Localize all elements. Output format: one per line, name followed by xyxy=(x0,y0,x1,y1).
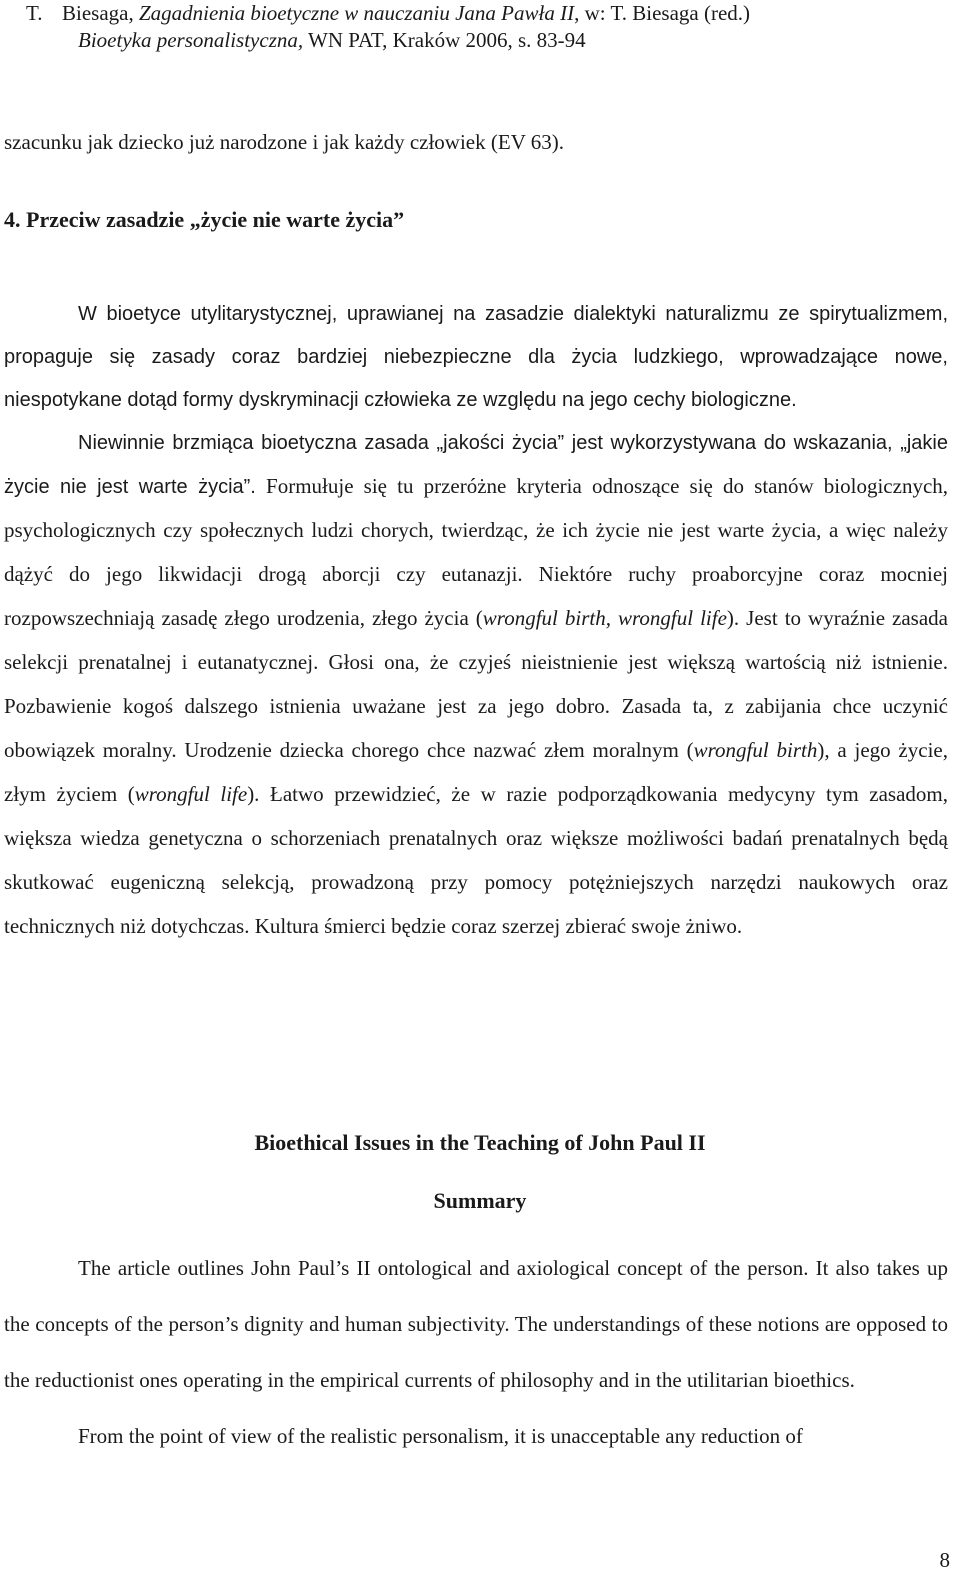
summary-paragraph-2: From the point of view of the realistic personalism, it is unacceptable any reduction of xyxy=(78,1424,803,1448)
summary-body xyxy=(4,1240,948,1464)
summary-title: Bioethical Issues in the Teaching of John Paul II xyxy=(254,1130,706,1155)
summary-paragraph-1: The article outlines John Paul’s II ontological and axiological concept of the person. It also takes up the concepts of the person’s dignity and human subjectivity. The understandings of these notions are opposed to the reductionist ones operating in the empirical currents of philosophy and in the utilitarian bioethics. xyxy=(4,1256,948,1392)
citation-line-1: T. Biesaga, Zagadnienia bioetyczne w nauczaniu Jana Pawła II, w: T. Biesaga (red.) xyxy=(26,1,751,25)
citation-header xyxy=(26,0,750,54)
summary-subtitle: Summary xyxy=(433,1188,527,1213)
section-body xyxy=(4,293,948,949)
section-heading: 4. Przeciw zasadzie „życie nie warte życia” xyxy=(4,207,405,232)
paragraph-1: W bioetyce utylitarystycznej, uprawianej na zasadzie dialektyki naturalizmu ze spirytualizmem, propaguje się zasady coraz bardziej niebezpieczne dla życia ludzkiego, wprowadzające nowe, niespotykane dotąd formy dyskryminacji człowieka ze względu na jego cechy biologiczne. xyxy=(4,303,948,411)
continuation-text: szacunku jak dziecko już narodzone i jak każdy człowiek (EV 63). xyxy=(4,130,564,154)
citation-line-2: Bioetyka personalistyczna, WN PAT, Kraków 2006, s. 83-94 xyxy=(78,28,586,52)
page-number: 8 xyxy=(939,1548,950,1572)
paragraph-2: Niewinnie brzmiąca bioetyczna zasada „jakości życia” jest wykorzystywana do wskazania, „jakie życie nie jest warte życia”. Formułuje się tu przeróżne kryteria odnoszące się do stanów biologicznych, psychologicznych czy społecznych ludzi chorych, twierdząc, że ich życie nie jest warte życia, a więc należy dążyć do jego likwidacji drogą aborcji czy eutanazji. Niektóre ruchy proaborcyjne coraz mocniej rozpowszechniają zasadę złego urodzenia, złego życia (wrongful birth, wrongful life). Jest to wyraźnie zasada selekcji prenatalnej i eutanatycznej. Głosi ona, że czyjeś nieistnienie jest większą wartością niż istnienie. Pozbawienie kogoś dalszego istnienia uważane jest za jego dobro. Zasada ta, z zabijania chce uczynić obowiązek moralny. Urodzenie dziecka chorego chce nazwać złem moralnym (wrongful birth), a jego życie, złym życiem (wrongful life). Łatwo przewidzieć, że w razie podporządkowania medycyny tym zasadom, większa wiedza genetyczna o schorzeniach prenatalnych oraz większe możliwości badań prenatalnych będą skutkować eugeniczną selekcją, prowadzoną przy pomocy potężniejszych narzędzi naukowych oraz technicznych niż dotychczas. Kultura śmierci będzie coraz szerzej zbierać swoje żniwo. xyxy=(4,432,949,938)
